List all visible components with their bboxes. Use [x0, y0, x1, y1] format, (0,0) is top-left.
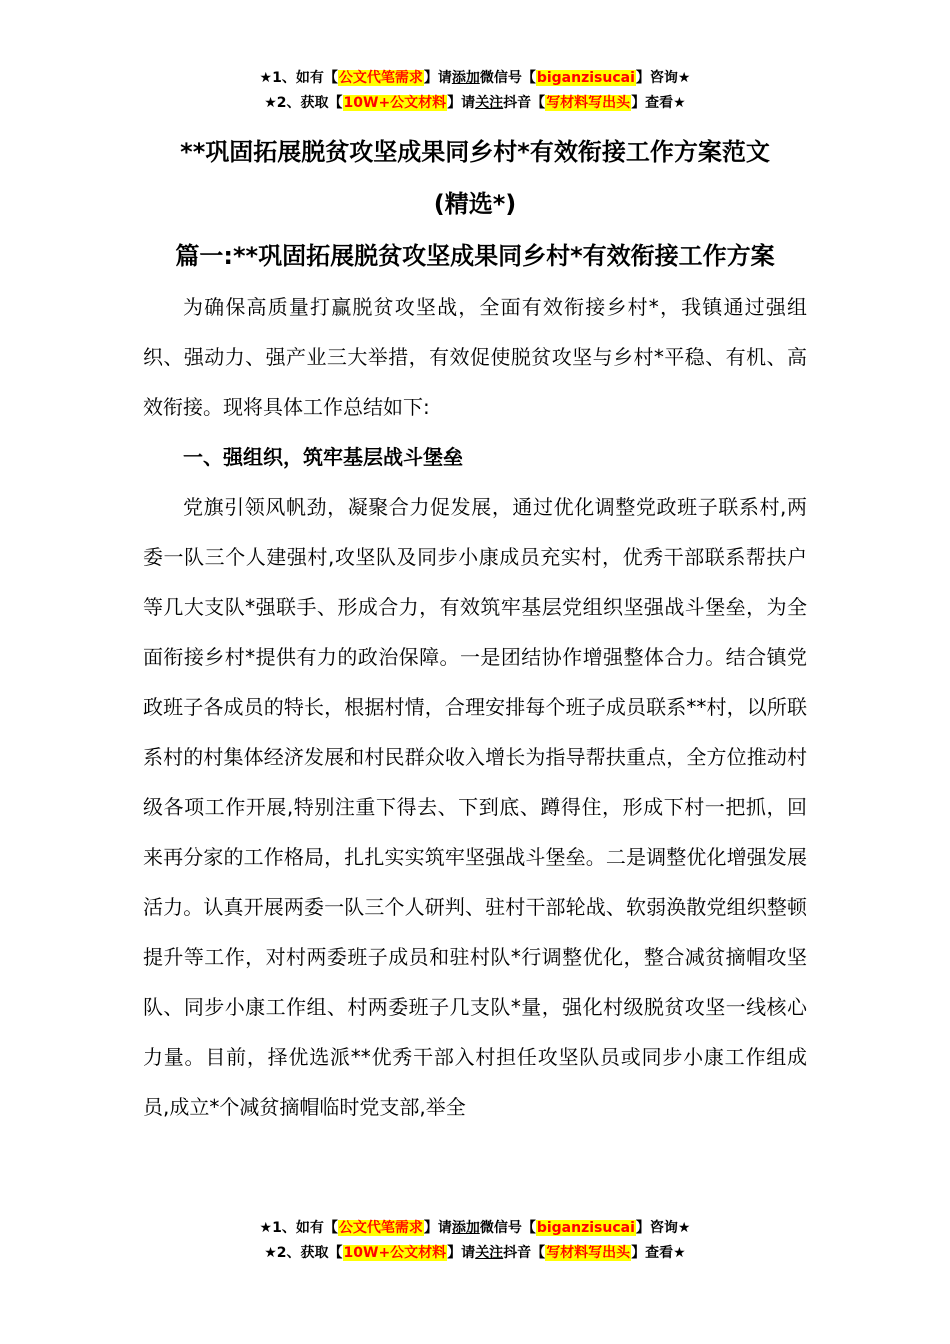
banner-underline: 添加	[451, 70, 480, 86]
banner-text: 】请	[447, 1245, 476, 1261]
banner-text: ★1、如有【	[259, 70, 338, 86]
banner-text: 】请	[447, 95, 476, 111]
document-title: **巩固拓展脱贫攻坚成果同乡村*有效衔接工作方案范文	[180, 138, 770, 166]
banner-line-1	[0, 1216, 950, 1241]
document-body	[143, 282, 807, 1132]
banner-text: 】咨询★	[635, 70, 691, 86]
banner-text: 抖音【	[503, 1245, 546, 1261]
banner-highlight: biganzisucai	[536, 1220, 635, 1236]
banner-underline: 关注	[475, 1245, 504, 1261]
banner-line-2	[0, 91, 950, 116]
banner-highlight: 10W+公文材料	[343, 95, 447, 111]
banner-text: ★2、获取【	[264, 95, 343, 111]
banner-line-2	[0, 1241, 950, 1266]
banner-highlight: 写材料写出头	[546, 95, 631, 111]
banner-text: 】查看★	[631, 95, 686, 111]
heading-1: 一、强组织，筑牢基层战斗堡垒	[183, 445, 463, 469]
banner-text: 】请	[423, 1220, 452, 1236]
banner-text: 微信号【	[479, 1220, 536, 1236]
banner-highlight: 公文代笔需求	[338, 70, 423, 86]
banner-line-1	[0, 66, 950, 91]
banner-highlight: 10W+公文材料	[343, 1245, 447, 1261]
intro-paragraph: 为确保高质量打赢脱贫攻坚战，全面有效衔接乡村*，我镇通过强组织、强动力、强产业三大举措，有效促使脱贫攻坚与乡村*平稳、有机、高效衔接。现将具体工作总结如下:	[143, 295, 807, 419]
banner-highlight: 公文代笔需求	[338, 1220, 423, 1236]
banner-underline: 关注	[475, 95, 504, 111]
footer-banner	[0, 1216, 950, 1266]
banner-text: 】咨询★	[635, 1220, 691, 1236]
banner-text: 】查看★	[631, 1245, 686, 1261]
banner-highlight: 写材料写出头	[546, 1245, 631, 1261]
banner-text: 】请	[423, 70, 452, 86]
document-title-suffix: (精选*)	[433, 190, 517, 218]
banner-underline: 添加	[451, 1220, 480, 1236]
banner-text: ★1、如有【	[259, 1220, 338, 1236]
banner-text: ★2、获取【	[264, 1245, 343, 1261]
banner-text: 抖音【	[503, 95, 546, 111]
section-title: 篇一:**巩固拓展脱贫攻坚成果同乡村*有效衔接工作方案	[175, 242, 775, 270]
banner-highlight: biganzisucai	[536, 70, 635, 86]
header-banner	[0, 66, 950, 116]
banner-text: 微信号【	[479, 70, 536, 86]
body-paragraph: 党旗引领风帆劲，凝聚合力促发展，通过优化调整党政班子联系村,两委一队三个人建强村,攻坚队及同步小康成员充实村，优秀干部联系帮扶户等几大支队*强联手、形成合力，有效筑牢基层党组织坚强战斗堡垒，为全面衔接乡村*提供有力的政治保障。一是团结协作增强整体合力。结合镇党政班子各成员的特长，根据村情，合理安排每个班子成员联系**村，以所联系村的村集体经济发展和村民群众收入增长为指导帮扶重点，全方位推动村级各项工作开展,特别注重下得去、下到底、蹲得住，形成下村一把抓，回来再分家的工作格局，扎扎实实筑牢坚强战斗堡垒。二是调整优化增强发展活力。认真开展两委一队三个人研判、驻村干部轮战、软弱涣散党组织整顿提升等工作，对村两委班子成员和驻村队*行调整优化，整合减贫摘帽攻坚队、同步小康工作组、村两委班子几支队*量，强化村级脱贫攻坚一线核心力量。目前，择优选派**优秀干部入村担任攻坚队员或同步小康工作组成员,成立*个减贫摘帽临时党支部,举全	[143, 495, 807, 1119]
